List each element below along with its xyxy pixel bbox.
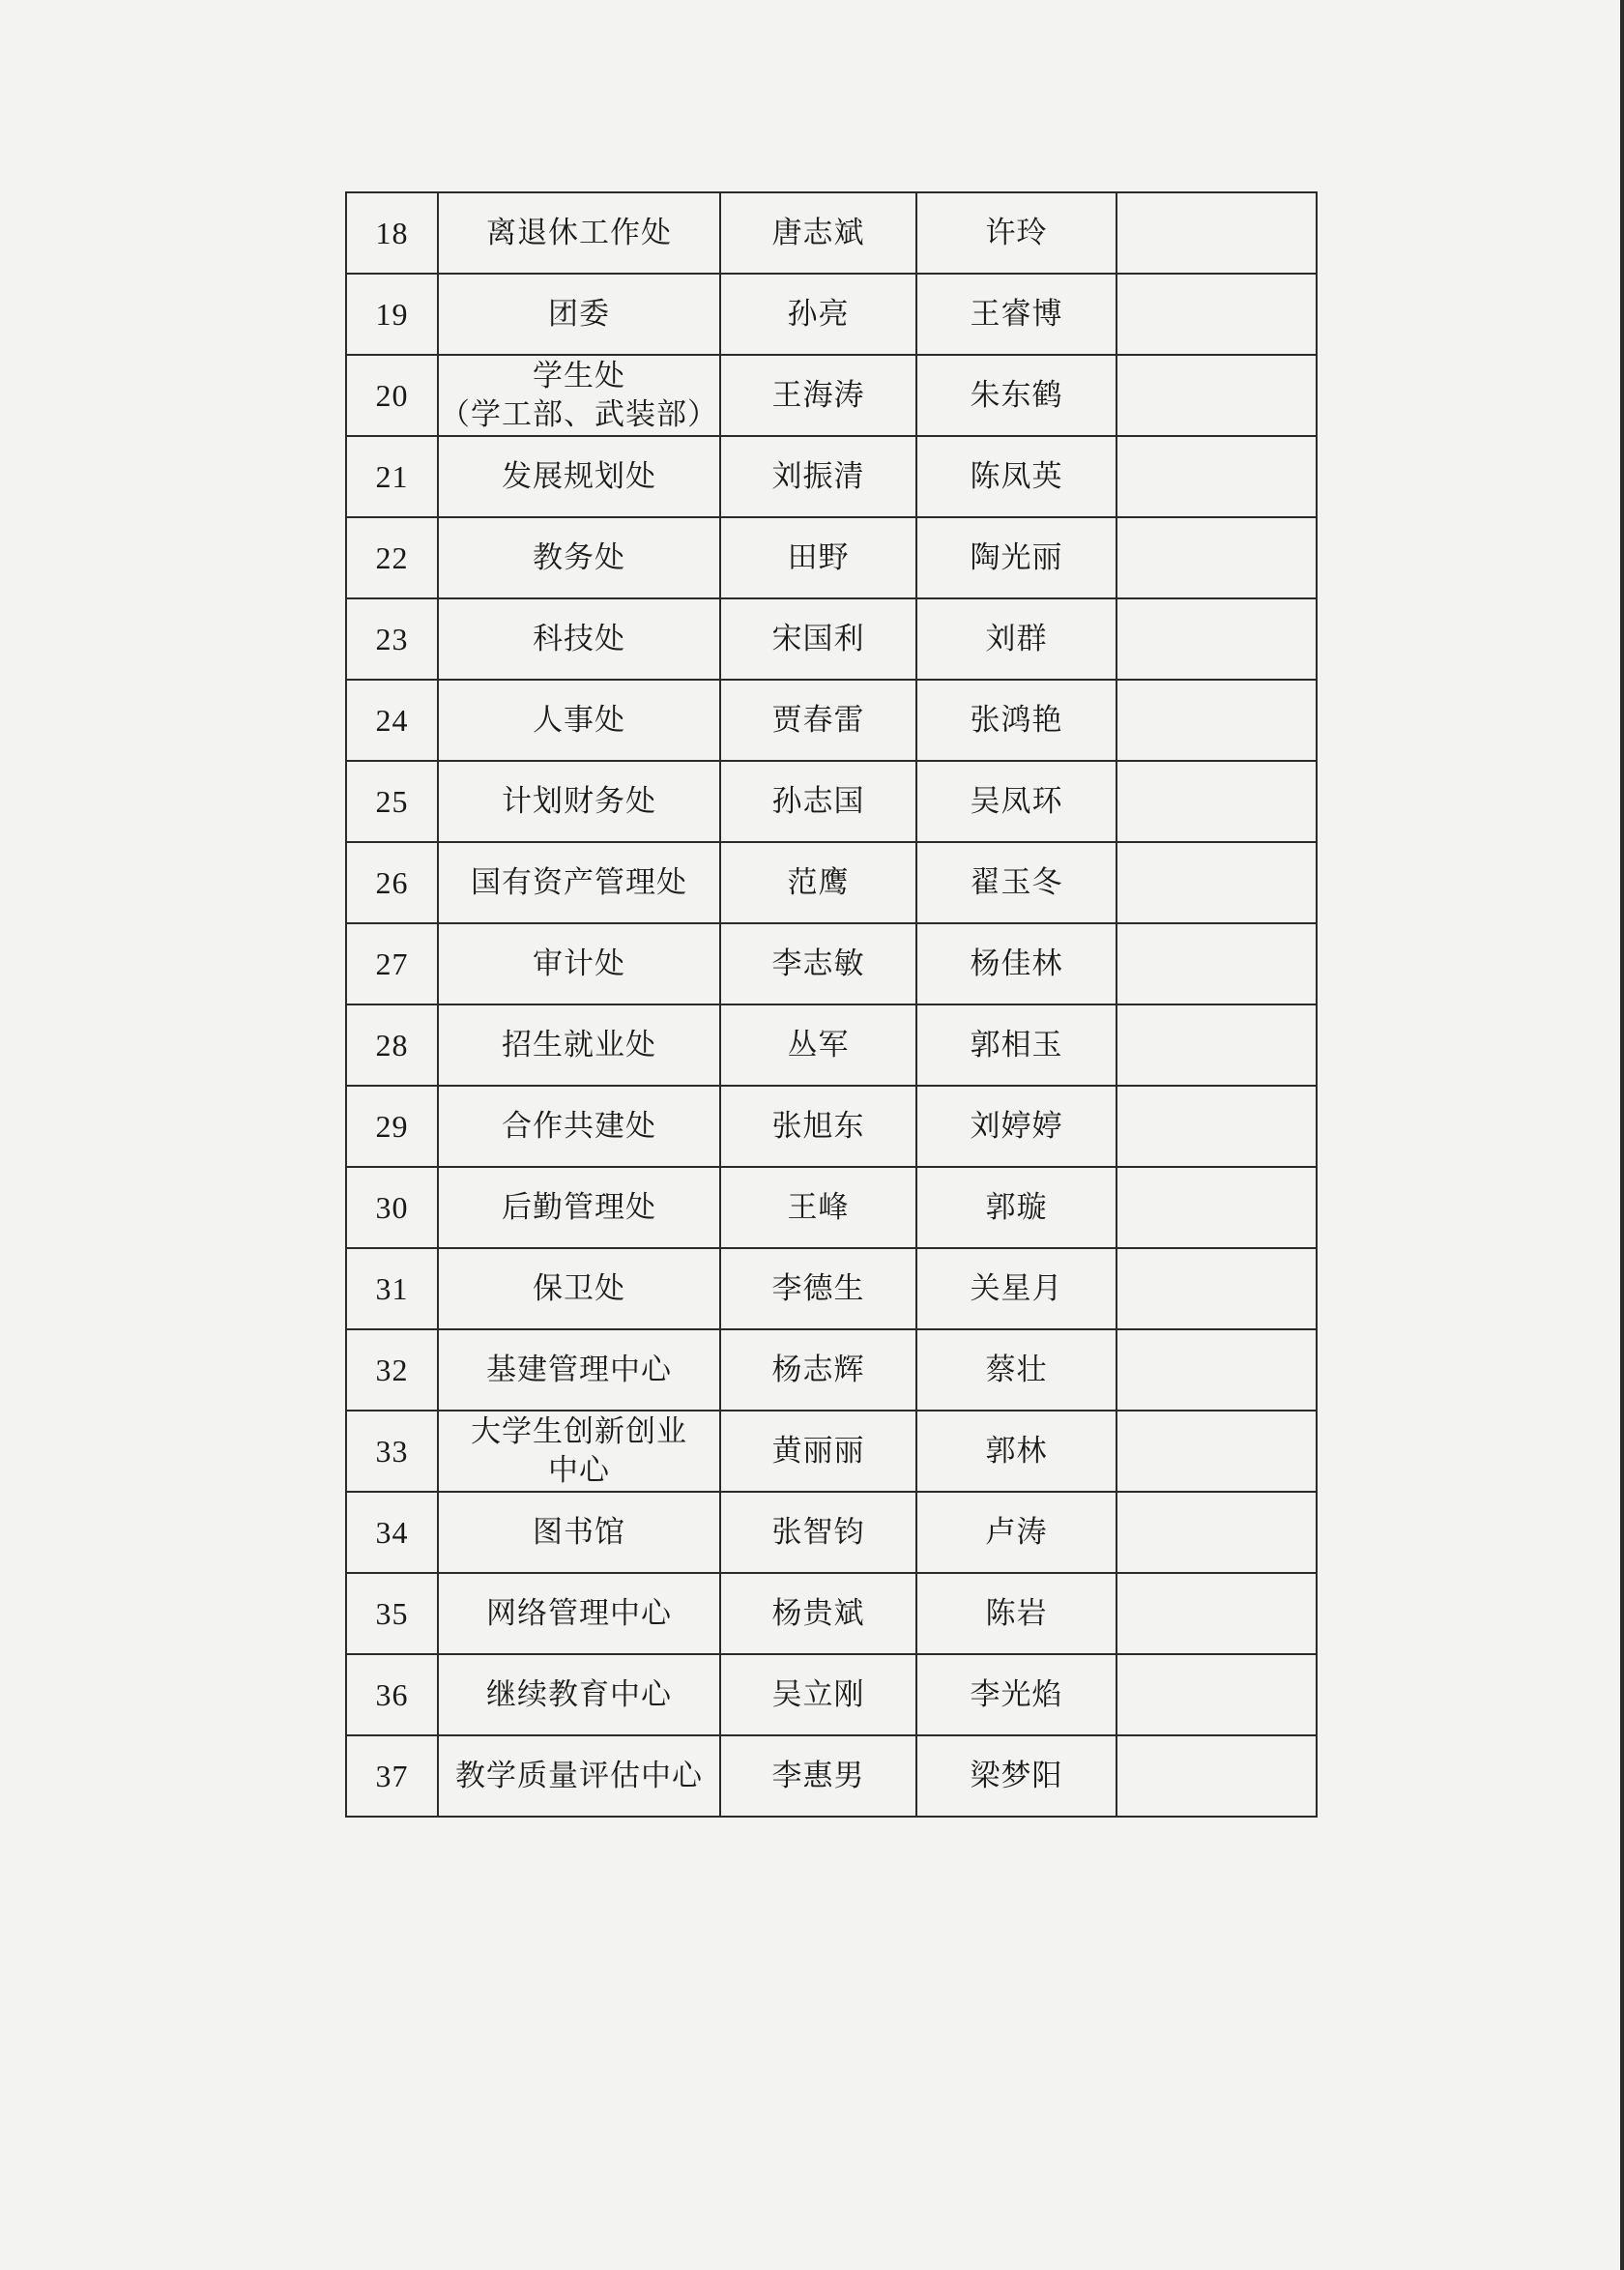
leader-name: 王峰 [720,1167,916,1248]
department-cell [438,1086,720,1167]
department-name-line: 合作共建处 [502,1109,656,1144]
department-name-line: 人事处 [533,703,625,738]
row-number: 28 [346,1004,438,1086]
department-cell [438,1573,720,1654]
leader-name: 贾春雷 [720,680,916,761]
roster-table [345,191,1318,1818]
table-row [346,355,1317,436]
leader-name: 张智钧 [720,1492,916,1573]
department-cell [438,1492,720,1573]
contact-name: 朱东鹤 [916,355,1116,436]
department-name-line: 团委 [548,297,610,332]
department-cell [438,274,720,355]
note-cell [1116,1411,1317,1492]
department-cell [438,1167,720,1248]
row-number: 27 [346,923,438,1004]
page-edge [1620,0,1624,2270]
department-name-line: 离退休工作处 [486,216,672,250]
table-row [346,1329,1317,1411]
department-cell [438,436,720,517]
department-name-line: 计划财务处 [502,784,656,819]
leader-name: 李惠男 [720,1735,916,1817]
leader-name: 杨志辉 [720,1329,916,1411]
roster-body [346,192,1317,1817]
contact-name: 郭璇 [916,1167,1116,1248]
department-cell [438,355,720,436]
note-cell [1116,1248,1317,1329]
contact-name: 杨佳林 [916,923,1116,1004]
contact-name: 卢涛 [916,1492,1116,1573]
note-cell [1116,842,1317,923]
note-cell [1116,761,1317,842]
leader-name: 王海涛 [720,355,916,436]
note-cell [1116,598,1317,680]
row-number: 36 [346,1654,438,1735]
table-row [346,1004,1317,1086]
department-name-line: 保卫处 [533,1271,625,1306]
note-cell [1116,923,1317,1004]
note-cell [1116,1167,1317,1248]
table-row [346,1411,1317,1492]
row-number: 25 [346,761,438,842]
note-cell [1116,1004,1317,1086]
department-name-line: 科技处 [533,622,625,656]
row-number: 34 [346,1492,438,1573]
row-number: 20 [346,355,438,436]
row-number: 19 [346,274,438,355]
table-row [346,1654,1317,1735]
department-name-line: 教务处 [533,540,625,575]
note-cell [1116,355,1317,436]
department-name-line: 网络管理中心 [486,1596,672,1631]
row-number: 33 [346,1411,438,1492]
leader-name: 丛军 [720,1004,916,1086]
department-cell [438,192,720,274]
leader-name: 吴立刚 [720,1654,916,1735]
leader-name: 杨贵斌 [720,1573,916,1654]
department-name-line: 大学生创新创业 [471,1414,687,1449]
department-cell [438,761,720,842]
table-row [346,1086,1317,1167]
table-row [346,1492,1317,1573]
contact-name: 李光焰 [916,1654,1116,1735]
row-number: 29 [346,1086,438,1167]
note-cell [1116,274,1317,355]
table-row [346,761,1317,842]
row-number: 32 [346,1329,438,1411]
department-cell [438,1004,720,1086]
row-number: 26 [346,842,438,923]
table-row [346,1248,1317,1329]
department-name-line: 学生处 [533,359,625,393]
department-name-line: 中心 [548,1453,610,1488]
department-cell [438,598,720,680]
contact-name: 刘婷婷 [916,1086,1116,1167]
contact-name: 翟玉冬 [916,842,1116,923]
leader-name: 宋国利 [720,598,916,680]
department-name-line: 审计处 [533,946,625,981]
note-cell [1116,680,1317,761]
contact-name: 王睿博 [916,274,1116,355]
leader-name: 李德生 [720,1248,916,1329]
contact-name: 吴凤环 [916,761,1116,842]
row-number: 23 [346,598,438,680]
department-name-line: 教学质量评估中心 [455,1759,703,1793]
department-name-line: 继续教育中心 [486,1677,672,1712]
leader-name: 孙亮 [720,274,916,355]
table-row [346,680,1317,761]
department-cell [438,1248,720,1329]
leader-name: 黄丽丽 [720,1411,916,1492]
leader-name: 唐志斌 [720,192,916,274]
department-name-line: 图书馆 [533,1515,625,1550]
contact-name: 陈岩 [916,1573,1116,1654]
row-number: 21 [346,436,438,517]
contact-name: 关星月 [916,1248,1116,1329]
table-row [346,1735,1317,1817]
row-number: 24 [346,680,438,761]
department-cell [438,1654,720,1735]
note-cell [1116,1573,1317,1654]
contact-name: 刘群 [916,598,1116,680]
department-name-line: 国有资产管理处 [471,865,687,900]
row-number: 18 [346,192,438,274]
note-cell [1116,1654,1317,1735]
department-cell [438,680,720,761]
row-number: 37 [346,1735,438,1817]
note-cell [1116,436,1317,517]
contact-name: 陶光丽 [916,517,1116,598]
note-cell [1116,1492,1317,1573]
department-name-line: （学工部、武装部） [440,397,718,432]
note-cell [1116,1086,1317,1167]
department-cell [438,1735,720,1817]
table-row [346,1167,1317,1248]
row-number: 30 [346,1167,438,1248]
table-row [346,923,1317,1004]
contact-name: 陈凤英 [916,436,1116,517]
department-cell [438,517,720,598]
department-cell [438,1329,720,1411]
leader-name: 刘振清 [720,436,916,517]
leader-name: 范鹰 [720,842,916,923]
department-cell [438,1411,720,1492]
row-number: 35 [346,1573,438,1654]
table-row [346,1573,1317,1654]
department-name-line: 招生就业处 [502,1028,656,1062]
row-number: 22 [346,517,438,598]
leader-name: 李志敏 [720,923,916,1004]
table-row [346,192,1317,274]
contact-name: 蔡壮 [916,1329,1116,1411]
department-name-line: 发展规划处 [502,459,656,494]
department-cell [438,923,720,1004]
table-row [346,598,1317,680]
department-cell [438,842,720,923]
table-row [346,436,1317,517]
contact-name: 许玲 [916,192,1116,274]
note-cell [1116,192,1317,274]
contact-name: 郭相玉 [916,1004,1116,1086]
leader-name: 孙志国 [720,761,916,842]
table-row [346,517,1317,598]
contact-name: 张鸿艳 [916,680,1116,761]
table-row [346,842,1317,923]
department-name-line: 后勤管理处 [502,1190,656,1225]
contact-name: 梁梦阳 [916,1735,1116,1817]
note-cell [1116,1329,1317,1411]
row-number: 31 [346,1248,438,1329]
leader-name: 田野 [720,517,916,598]
department-name-line: 基建管理中心 [486,1353,672,1387]
table-row [346,274,1317,355]
contact-name: 郭林 [916,1411,1116,1492]
note-cell [1116,1735,1317,1817]
note-cell [1116,517,1317,598]
leader-name: 张旭东 [720,1086,916,1167]
